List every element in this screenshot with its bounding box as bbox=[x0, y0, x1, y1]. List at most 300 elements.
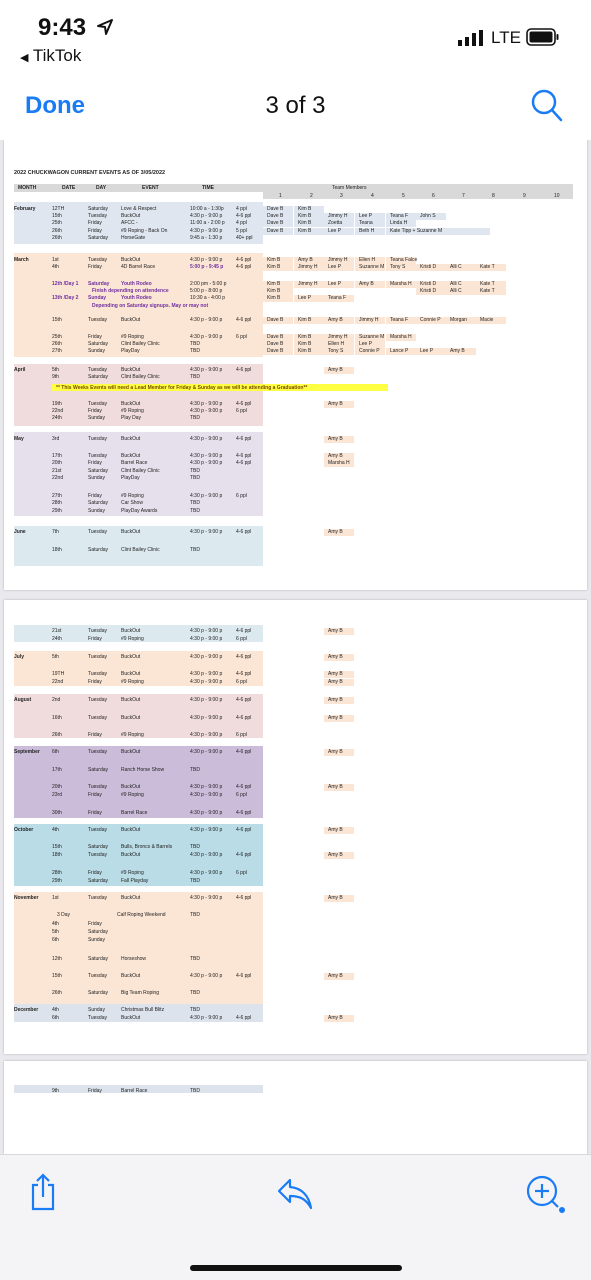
event-people: 4-6 ppl bbox=[236, 529, 252, 535]
event-day: Friday bbox=[88, 792, 102, 798]
event-time: 4:30 p - 9:00 p bbox=[190, 792, 223, 798]
event-day: Friday bbox=[88, 636, 102, 642]
month-label: November bbox=[14, 895, 39, 901]
event-day: Friday bbox=[88, 334, 102, 340]
back-to-app-button[interactable] bbox=[20, 46, 81, 66]
team-member-name: Kate T bbox=[480, 281, 495, 287]
event-time: TBD bbox=[190, 1088, 200, 1094]
column-header: DATE bbox=[62, 185, 76, 191]
event-time: 4:30 p - 9:00 p bbox=[190, 852, 223, 858]
team-member-name: Alli C bbox=[450, 281, 462, 287]
event-day: Sunday bbox=[88, 508, 105, 514]
event-date: 12th /Day 1 bbox=[52, 281, 79, 287]
event-day: Friday bbox=[88, 493, 102, 499]
team-number: 9 bbox=[523, 193, 526, 199]
lead-member-note: ** This Weeks Events will need a Lead Member for Friday & Sunday as we will be attending a Graduation** bbox=[56, 385, 308, 391]
event-time: TBD bbox=[190, 844, 200, 850]
team-number: 7 bbox=[462, 193, 465, 199]
event-time: 4:30 p - 9:00 p bbox=[190, 436, 223, 442]
event-people: 5 ppl bbox=[236, 228, 247, 234]
event-day: Tuesday bbox=[88, 784, 107, 790]
event-people: 4-6 ppl bbox=[236, 749, 252, 755]
event-date: 5th bbox=[52, 929, 59, 935]
event-date: 25th bbox=[52, 220, 62, 226]
signal-icon bbox=[458, 30, 484, 46]
team-member-name: Alli C bbox=[450, 288, 462, 294]
event-day: Tuesday bbox=[88, 749, 107, 755]
event-name: Big Team Roping bbox=[121, 990, 159, 996]
event-date: 24th bbox=[52, 636, 62, 642]
event-day: Saturday bbox=[88, 374, 109, 380]
event-time: 4:30 p - 9:00 p bbox=[190, 493, 223, 499]
team-member-name: Suzanne M bbox=[359, 334, 385, 340]
team-members-header: Team Members bbox=[332, 185, 367, 191]
event-time: 4:30 p - 9:00 p bbox=[190, 679, 223, 685]
event-time: 4:30 p - 9:00 p bbox=[190, 228, 223, 234]
team-number: 4 bbox=[371, 193, 374, 199]
event-date: 15th bbox=[52, 317, 62, 323]
team-member-name: Marsha H bbox=[390, 281, 412, 287]
event-time: TBD bbox=[190, 341, 200, 347]
event-date: 17th bbox=[52, 767, 62, 773]
event-day: Tuesday bbox=[88, 697, 107, 703]
event-time: 4:30 p - 9:00 p bbox=[190, 784, 223, 790]
team-member-name: Amy B bbox=[328, 784, 343, 790]
event-day: Friday bbox=[88, 810, 102, 816]
event-name: Car Show bbox=[121, 500, 143, 506]
battery-icon bbox=[526, 28, 560, 46]
reply-icon[interactable] bbox=[276, 1177, 314, 1211]
event-date: 12TH bbox=[52, 206, 65, 212]
event-name: 4D Barrel Race bbox=[121, 264, 156, 270]
event-date: 26th bbox=[52, 990, 62, 996]
event-time: 4:30 p - 9:00 p bbox=[190, 453, 223, 459]
team-member-name: Amy B bbox=[298, 257, 313, 263]
event-time: 4:30 p - 9:00 p bbox=[190, 628, 223, 634]
event-name: #9 Roping - Back On bbox=[121, 228, 168, 234]
event-date: 29th bbox=[52, 878, 62, 884]
team-member-name: Kristi D bbox=[420, 264, 437, 270]
event-day: Friday bbox=[88, 460, 102, 466]
team-member-name: Kim B bbox=[298, 334, 312, 340]
event-time: 4:30 p - 9:00 p bbox=[190, 870, 223, 876]
event-day: Saturday bbox=[88, 206, 109, 212]
event-time: 4:30 p - 9:00 p bbox=[190, 654, 223, 660]
event-name: AFCC - bbox=[121, 220, 138, 226]
event-date: 13th /Day 2 bbox=[52, 295, 79, 301]
month-band bbox=[14, 746, 263, 818]
event-people: 6 ppl bbox=[236, 792, 247, 798]
event-name: BuckOut bbox=[121, 628, 141, 634]
event-time: 4:30 p - 9:00 p bbox=[190, 697, 223, 703]
event-date: 6th bbox=[52, 1015, 59, 1021]
event-people: 6 ppl bbox=[236, 732, 247, 738]
event-date: 1st bbox=[52, 257, 59, 263]
team-member-name: Teana F bbox=[390, 317, 409, 323]
event-date: 22nd bbox=[52, 408, 64, 414]
month-label: April bbox=[14, 367, 26, 373]
event-time: TBD bbox=[190, 990, 200, 996]
event-day: Tuesday bbox=[88, 257, 107, 263]
event-people: 4-6 ppl bbox=[236, 213, 252, 219]
team-member-name: Amy B bbox=[328, 401, 343, 407]
event-people: 6 ppl bbox=[236, 493, 247, 499]
event-time: 4:30 p - 9:00 p bbox=[190, 749, 223, 755]
event-name: Love & Respect bbox=[121, 206, 157, 212]
event-people: 4 ppl bbox=[236, 220, 247, 226]
page-counter-title: 3 of 3 bbox=[265, 92, 326, 119]
event-date: 15th bbox=[52, 844, 62, 850]
event-date: 3rd bbox=[52, 436, 60, 442]
event-name: BuckOut bbox=[121, 436, 141, 442]
team-member-name: Lance P bbox=[390, 348, 409, 354]
event-people: 40+ ppl bbox=[236, 235, 253, 241]
event-name: PlayDay bbox=[121, 348, 140, 354]
event-time: 4:30 p - 9:00 p bbox=[190, 317, 223, 323]
team-member-name: Amy B bbox=[328, 715, 343, 721]
team-member-name: Amy B bbox=[328, 749, 343, 755]
event-day: Saturday bbox=[88, 878, 109, 884]
event-people: 4-6 ppl bbox=[236, 697, 252, 703]
event-date: 4th bbox=[52, 1007, 59, 1013]
team-member-name: Kim B bbox=[298, 341, 312, 347]
event-date: 3 Day bbox=[57, 912, 71, 918]
event-date: 21st bbox=[52, 468, 62, 474]
event-time: 4:30 p - 9:00 p bbox=[190, 973, 223, 979]
event-time: 4:30 p - 9:00 p bbox=[190, 401, 223, 407]
team-member-name: Amy B bbox=[328, 679, 343, 685]
event-name: Fall Playday bbox=[121, 878, 149, 884]
event-day: Saturday bbox=[88, 468, 109, 474]
event-date: 26th bbox=[52, 341, 62, 347]
event-date: 22nd bbox=[52, 679, 64, 685]
event-people: 4 ppl bbox=[236, 206, 247, 212]
team-member-name: Kim B bbox=[298, 206, 312, 212]
month-label: October bbox=[14, 827, 34, 833]
event-date: 12th bbox=[52, 956, 62, 962]
team-member-name: Jimmy H bbox=[359, 317, 379, 323]
event-day: Tuesday bbox=[88, 317, 107, 323]
event-time: 4:30 p - 9:00 p bbox=[190, 715, 223, 721]
event-name: Clint Bailey Clinic bbox=[121, 547, 160, 553]
team-member-name: Kristi D bbox=[420, 288, 437, 294]
event-time: 4:30 p - 9:00 p bbox=[190, 810, 223, 816]
event-time: TBD bbox=[190, 878, 200, 884]
event-people: 4-6 ppl bbox=[236, 784, 252, 790]
event-day: Friday bbox=[88, 870, 102, 876]
event-time: 4:30 p - 9:00 p bbox=[190, 529, 223, 535]
event-date: 15th bbox=[52, 213, 62, 219]
search-icon[interactable] bbox=[530, 88, 564, 124]
event-day: Tuesday bbox=[88, 367, 107, 373]
event-time: 4:30 p - 9:00 p bbox=[190, 334, 223, 340]
team-member-name: Marsha H bbox=[328, 460, 350, 466]
event-date: 27th bbox=[52, 493, 62, 499]
event-day: Saturday bbox=[88, 500, 109, 506]
event-people: 4-6 ppl bbox=[236, 973, 252, 979]
team-member-name: Kim B bbox=[267, 257, 281, 263]
event-name: BuckOut bbox=[121, 367, 141, 373]
event-date: 1st bbox=[52, 895, 59, 901]
team-member-name: Connie P bbox=[359, 348, 380, 354]
team-member-name: Beth H bbox=[359, 228, 375, 234]
event-time: TBD bbox=[190, 475, 200, 481]
event-name: Horseshow bbox=[121, 956, 147, 962]
event-day: Saturday bbox=[88, 547, 109, 553]
markup-icon[interactable] bbox=[524, 1173, 568, 1217]
event-name: BuckOut bbox=[121, 749, 141, 755]
event-date: 30th bbox=[52, 810, 62, 816]
event-name: Ranch Horse Show bbox=[121, 767, 165, 773]
event-day: Tuesday bbox=[88, 973, 107, 979]
network-label: LTE bbox=[491, 28, 521, 47]
event-day: Tuesday bbox=[88, 453, 107, 459]
team-member-name: Amy B bbox=[328, 367, 343, 373]
event-name: BuckOut bbox=[121, 697, 141, 703]
event-time: 4:30 p - 9:00 p bbox=[190, 827, 223, 833]
team-member-name: Lee P bbox=[298, 295, 312, 301]
team-member-name: Kim B bbox=[267, 288, 281, 294]
event-date: 17th bbox=[52, 453, 62, 459]
team-member-name: Jimmy H bbox=[328, 257, 348, 263]
team-member-name: Kim B bbox=[267, 295, 281, 301]
team-member-name: Kate T bbox=[480, 264, 495, 270]
month-label: June bbox=[14, 529, 26, 535]
event-date: 22nd bbox=[52, 475, 64, 481]
event-time: TBD bbox=[190, 415, 200, 421]
event-day: Sunday bbox=[88, 348, 105, 354]
home-indicator bbox=[190, 1265, 402, 1271]
event-people: 6 ppl bbox=[236, 636, 247, 642]
event-name: BuckOut bbox=[121, 213, 141, 219]
navigation-bar bbox=[0, 80, 591, 140]
team-member-name: Macie bbox=[480, 317, 494, 323]
team-member-name: Suzanne M bbox=[359, 264, 385, 270]
event-name: Clint Bailey Clinic bbox=[121, 341, 160, 347]
event-date: 6th bbox=[52, 749, 59, 755]
month-label: December bbox=[14, 1007, 39, 1013]
done-button[interactable]: Done bbox=[25, 92, 85, 119]
event-day: Sunday bbox=[88, 475, 105, 481]
event-day: Saturday bbox=[88, 281, 110, 287]
event-people: 4-6 ppl bbox=[236, 654, 252, 660]
team-member-name: Amy B bbox=[359, 281, 374, 287]
team-member-name: Teana bbox=[359, 220, 373, 226]
event-date: 6th bbox=[52, 937, 59, 943]
document-page-2 bbox=[4, 600, 587, 1054]
event-date: 28th bbox=[52, 870, 62, 876]
event-date: 26th bbox=[52, 228, 62, 234]
event-date: 18th bbox=[52, 547, 62, 553]
event-people: 4-6 ppl bbox=[236, 1015, 252, 1021]
event-people: 4-6 ppl bbox=[236, 436, 252, 442]
event-name: BuckOut bbox=[121, 671, 141, 677]
event-time: TBD bbox=[190, 1007, 200, 1013]
document-title: 2022 CHUCKWAGON CURRENT EVENTS AS OF 3/05/2022 bbox=[14, 170, 166, 176]
event-name: BuckOut bbox=[121, 852, 141, 858]
event-time: 4:30 p - 9:00 p bbox=[190, 671, 223, 677]
column-header: TIME bbox=[202, 185, 214, 191]
event-date: 4th bbox=[52, 264, 59, 270]
event-people: 4-6 ppl bbox=[236, 401, 252, 407]
team-member-name: Kim B bbox=[298, 228, 312, 234]
team-member-name: Amy B bbox=[328, 436, 343, 442]
event-day: Tuesday bbox=[88, 895, 107, 901]
event-day: Saturday bbox=[88, 235, 109, 241]
event-date: 7th bbox=[52, 529, 59, 535]
event-time: 10:30 a - 4:00 p bbox=[190, 295, 226, 301]
team-number: 5 bbox=[402, 193, 405, 199]
back-triangle-icon: ◀ bbox=[20, 52, 29, 64]
month-label: February bbox=[14, 206, 36, 212]
event-name: BuckOut bbox=[121, 401, 141, 407]
event-people: 4-6 ppl bbox=[236, 367, 252, 373]
team-member-name: Ellen H bbox=[328, 341, 345, 347]
event-day: Friday bbox=[88, 408, 102, 414]
team-member-name: Jimmy H bbox=[298, 264, 318, 270]
share-icon[interactable] bbox=[27, 1172, 59, 1212]
team-number: 2 bbox=[310, 193, 313, 199]
event-date: 29th bbox=[52, 508, 62, 514]
team-member-name: Zoetta bbox=[328, 220, 343, 226]
month-label: March bbox=[14, 257, 29, 263]
event-date: 25th bbox=[52, 334, 62, 340]
event-day: Friday bbox=[88, 732, 102, 738]
team-number: 3 bbox=[340, 193, 343, 199]
event-name: BuckOut bbox=[121, 317, 141, 323]
bottom-toolbar bbox=[0, 1154, 591, 1280]
event-date: 18th bbox=[52, 852, 62, 858]
event-day: Friday bbox=[88, 679, 102, 685]
event-time: TBD bbox=[190, 912, 200, 918]
event-time: TBD bbox=[190, 468, 200, 474]
team-member-name: Kim B bbox=[267, 281, 281, 287]
team-member-name: Amy B bbox=[328, 697, 343, 703]
event-people: 6 ppl bbox=[236, 334, 247, 340]
team-member-name: Kim B bbox=[298, 213, 312, 219]
event-time: TBD bbox=[190, 374, 200, 380]
status-time: 9:43 bbox=[38, 14, 87, 41]
event-time: TBD bbox=[190, 956, 200, 962]
event-name: BuckOut bbox=[121, 895, 141, 901]
event-time: 4:30 p - 9:00 p bbox=[190, 895, 223, 901]
event-name: #9 Roping bbox=[121, 493, 144, 499]
team-member-name: Kim B bbox=[298, 317, 312, 323]
event-time: 10:00 a - 1:30p bbox=[190, 206, 224, 212]
back-app-label: TikTok bbox=[32, 46, 82, 65]
event-day: Sunday bbox=[88, 937, 105, 943]
event-day: Tuesday bbox=[88, 628, 107, 634]
event-name: BuckOut bbox=[121, 257, 141, 263]
event-time: TBD bbox=[190, 547, 200, 553]
team-member-name: Amy B bbox=[450, 348, 465, 354]
event-name: BuckOut bbox=[121, 1015, 141, 1021]
event-day: Tuesday bbox=[88, 401, 107, 407]
team-member-name: Kim B bbox=[298, 348, 312, 354]
event-date: 19TH bbox=[52, 671, 65, 677]
event-time: 4:30 p - 9:00 p bbox=[190, 257, 223, 263]
team-number: 6 bbox=[432, 193, 435, 199]
event-name: Youth Rodeo bbox=[121, 295, 152, 301]
team-member-name: Lee P bbox=[359, 213, 373, 219]
team-member-name: Amy B bbox=[328, 453, 343, 459]
event-name: Barrel Race bbox=[121, 1088, 148, 1094]
event-day: Saturday bbox=[88, 956, 109, 962]
team-member-name: Tony S bbox=[390, 264, 406, 270]
team-member-name: Morgan bbox=[450, 317, 467, 323]
event-time: 5:00 p - 8:00 p bbox=[190, 288, 223, 294]
event-name: #9 Roping bbox=[121, 408, 144, 414]
event-day: Friday bbox=[88, 220, 102, 226]
event-time: TBD bbox=[190, 348, 200, 354]
event-date: 26th bbox=[52, 235, 62, 241]
team-member-name: Jimmy H bbox=[298, 281, 318, 287]
event-date: 20th bbox=[52, 460, 62, 466]
event-name: HorseGate bbox=[121, 235, 146, 241]
event-name: #9 Roping bbox=[121, 732, 144, 738]
document-viewer[interactable] bbox=[0, 140, 591, 1154]
team-member-name: Amy B bbox=[328, 895, 343, 901]
team-member-name: Kate Tipp + Suzanne M bbox=[390, 228, 443, 234]
team-member-name: Connie P bbox=[420, 317, 441, 323]
event-day: Saturday bbox=[88, 990, 109, 996]
event-people: 4-6 ppl bbox=[236, 895, 252, 901]
event-time: TBD bbox=[190, 500, 200, 506]
event-day: Sunday bbox=[88, 1007, 105, 1013]
event-date: 5th bbox=[52, 367, 59, 373]
event-day: Tuesday bbox=[88, 852, 107, 858]
event-name: #9 Roping bbox=[121, 334, 144, 340]
event-name: #9 Roping bbox=[121, 792, 144, 798]
team-member-name: Amy B bbox=[328, 827, 343, 833]
event-name: Clint Bailey Clinic bbox=[121, 468, 160, 474]
status-bar bbox=[0, 0, 591, 80]
event-date: 23rd bbox=[52, 792, 63, 798]
event-day: Friday bbox=[88, 921, 102, 927]
event-name: Christmas Bull Blitz bbox=[121, 1007, 165, 1013]
event-name: #9 Roping bbox=[121, 870, 144, 876]
event-name: Barrel Race bbox=[121, 460, 148, 466]
event-time: 11:00 a - 2:00 p bbox=[190, 220, 225, 226]
team-member-name: Teana F bbox=[328, 295, 347, 301]
event-time: TBD bbox=[190, 508, 200, 514]
team-member-name: Lee P bbox=[420, 348, 434, 354]
event-time: 4:30 p - 9:00 p bbox=[190, 367, 223, 373]
month-label: August bbox=[14, 697, 32, 703]
team-member-name: Amy B bbox=[328, 973, 343, 979]
event-people: 4-6 ppl bbox=[236, 852, 252, 858]
event-name: BuckOut bbox=[121, 827, 141, 833]
event-name: Calf Roping Weekend bbox=[117, 912, 166, 918]
event-date: 15th bbox=[52, 973, 62, 979]
event-time: 4:30 p - 9:00 p bbox=[190, 408, 223, 414]
event-people: 4-6 ppl bbox=[236, 317, 252, 323]
team-member-name: Dave B bbox=[267, 228, 284, 234]
event-name: PlayDay Awards bbox=[121, 508, 158, 514]
event-day: Saturday bbox=[88, 341, 109, 347]
document-page-3 bbox=[4, 1061, 587, 1154]
team-member-name: Linda H bbox=[390, 220, 408, 226]
event-day: Saturday bbox=[88, 767, 109, 773]
event-time: 4:30 p - 9:00 p bbox=[190, 1015, 223, 1021]
event-name: BuckOut bbox=[121, 784, 141, 790]
event-people: 4-6 ppl bbox=[236, 628, 252, 634]
event-date: 9th bbox=[52, 1088, 59, 1094]
event-name: BuckOut bbox=[121, 654, 141, 660]
team-member-name: Dave B bbox=[267, 341, 284, 347]
team-member-name: Amy B bbox=[328, 529, 343, 535]
month-band bbox=[14, 892, 263, 1018]
